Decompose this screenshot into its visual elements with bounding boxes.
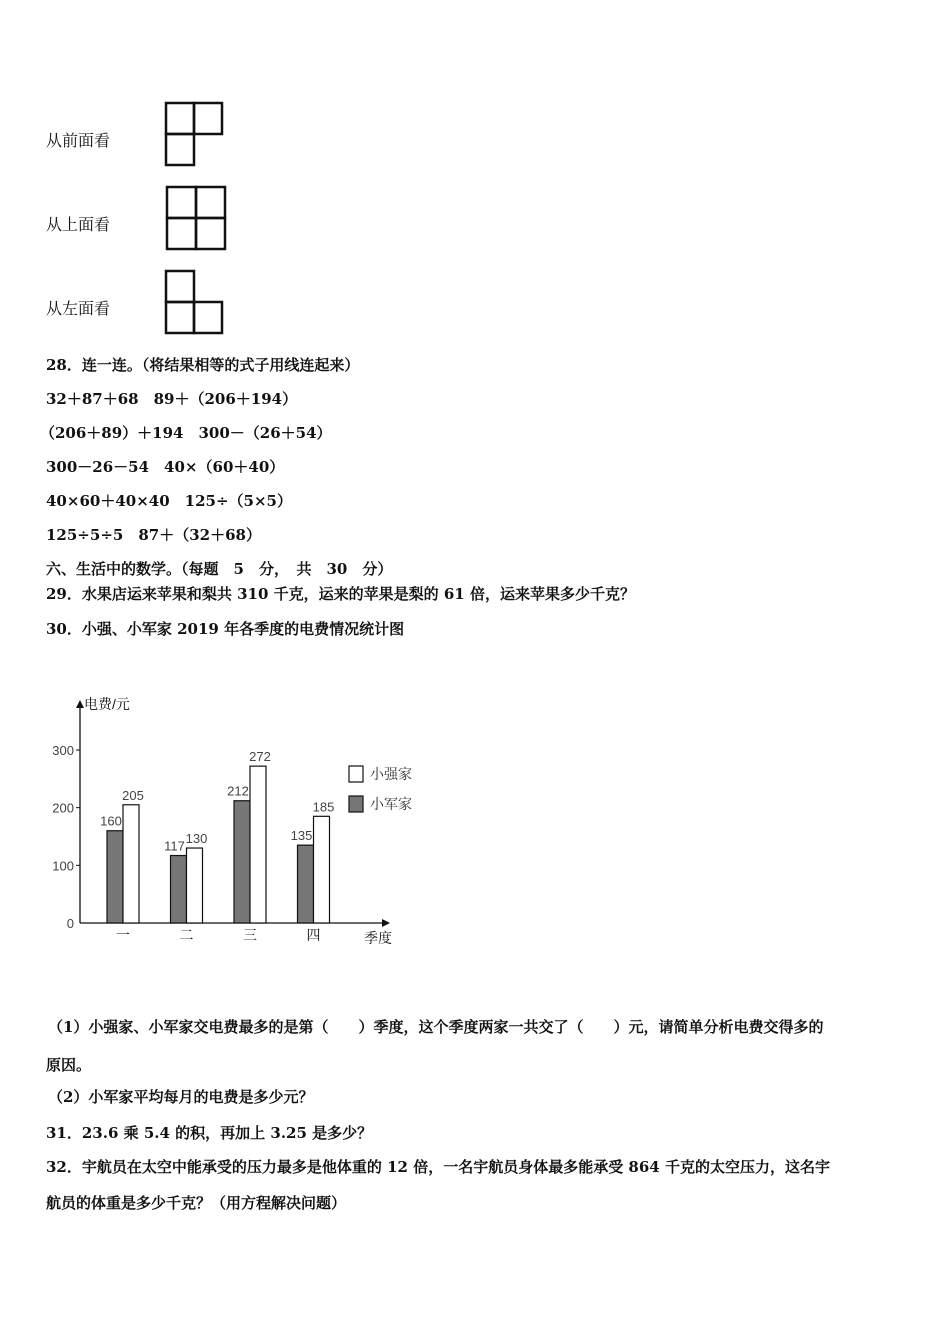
bar-value-label: 117 xyxy=(164,838,185,854)
x-tick-label: 一 xyxy=(116,927,130,943)
section-6-heading: 六、生活中的数学。（每题 5 分， 共 30 分） xyxy=(46,560,393,578)
front-view-figure xyxy=(162,100,226,168)
q28-row-2: （206＋89）＋194 300－（26＋54） xyxy=(40,424,332,442)
y-axis-arrow xyxy=(76,700,84,708)
bar-xiaojun xyxy=(107,831,123,923)
y-tick-label: 200 xyxy=(52,800,74,816)
x-tick-label: 三 xyxy=(243,927,257,943)
view-top-label: 从上面看 xyxy=(46,215,111,234)
q28-title: 28．连一连。（将结果相等的式子用线连起来） xyxy=(46,356,360,374)
bar-value-label: 160 xyxy=(100,813,122,829)
q28-row-5: 125÷5÷5 87＋（32＋68） xyxy=(46,526,261,544)
y-tick-label: 0 xyxy=(66,916,74,931)
legend-label: 小军家 xyxy=(370,796,412,812)
bar-xiaojun xyxy=(171,856,187,923)
q30-title: 30．小强、小军家 2019 年各季度的电费情况统计图 xyxy=(46,620,405,638)
electricity-bar-chart xyxy=(40,690,420,960)
top-view-figure xyxy=(162,183,230,253)
left-view-figure xyxy=(162,268,226,336)
bar-xiaojun xyxy=(234,801,250,923)
q28-row-4: 40×60＋40×40 125÷（5×5） xyxy=(46,492,292,510)
q29-text: 29．水果店运来苹果和梨共 310 千克，运来的苹果是梨的 61 倍，运来苹果多少千克？ xyxy=(46,585,635,603)
legend-label: 小强家 xyxy=(370,766,412,782)
bar-xiaojun xyxy=(298,845,314,923)
q31-text: 31．23.6 乘 5.4 的积，再加上 3.25 是多少？ xyxy=(46,1124,373,1142)
view-front-label: 从前面看 xyxy=(46,131,111,150)
bar-value-label: 205 xyxy=(122,787,144,803)
bar-value-label: 212 xyxy=(227,783,249,799)
bar-value-label: 185 xyxy=(312,799,335,815)
q30-sub1-line2: 原因。 xyxy=(46,1056,92,1074)
x-axis-arrow xyxy=(382,919,390,927)
bar-value-label: 272 xyxy=(249,749,271,765)
bar-xiaoqiang xyxy=(187,848,203,923)
x-tick-label: 四 xyxy=(306,927,321,943)
legend-swatch xyxy=(349,766,363,782)
q30-sub2: （2）小军家平均每月的电费是多少元？ xyxy=(48,1088,314,1106)
bar-xiaoqiang xyxy=(314,816,330,923)
bar-value-label: 135 xyxy=(290,828,313,844)
q28-row-1: 32＋87＋68 89＋（206＋194） xyxy=(46,390,298,408)
x-axis-label: 季度 xyxy=(364,930,392,946)
bar-xiaoqiang xyxy=(250,766,266,923)
y-tick-label: 300 xyxy=(52,743,74,758)
view-left-label: 从左面看 xyxy=(46,299,111,318)
q32-line2: 航员的体重是多少千克？（用方程解决问题） xyxy=(46,1194,347,1212)
q32-line1: 32．宇航员在太空中能承受的压力最多是他体重的 12 倍，一名宇航员身体最多能承受 864 千克的太空压力，这名宇 xyxy=(46,1158,830,1176)
legend-swatch xyxy=(349,796,363,812)
x-tick-label: 二 xyxy=(179,927,194,943)
q30-sub1-line1: （1）小强家、小军家交电费最多的是第（ ）季度，这个季度两家一共交了（ ）元，请简单分析电费交得多的 xyxy=(48,1018,824,1036)
bar-xiaoqiang xyxy=(123,805,139,923)
bar-value-label: 130 xyxy=(185,831,208,847)
y-axis-label: 电费/元 xyxy=(84,696,130,712)
y-tick-label: 100 xyxy=(52,858,74,874)
q28-row-3: 300－26－54 40×（60＋40） xyxy=(46,458,285,476)
